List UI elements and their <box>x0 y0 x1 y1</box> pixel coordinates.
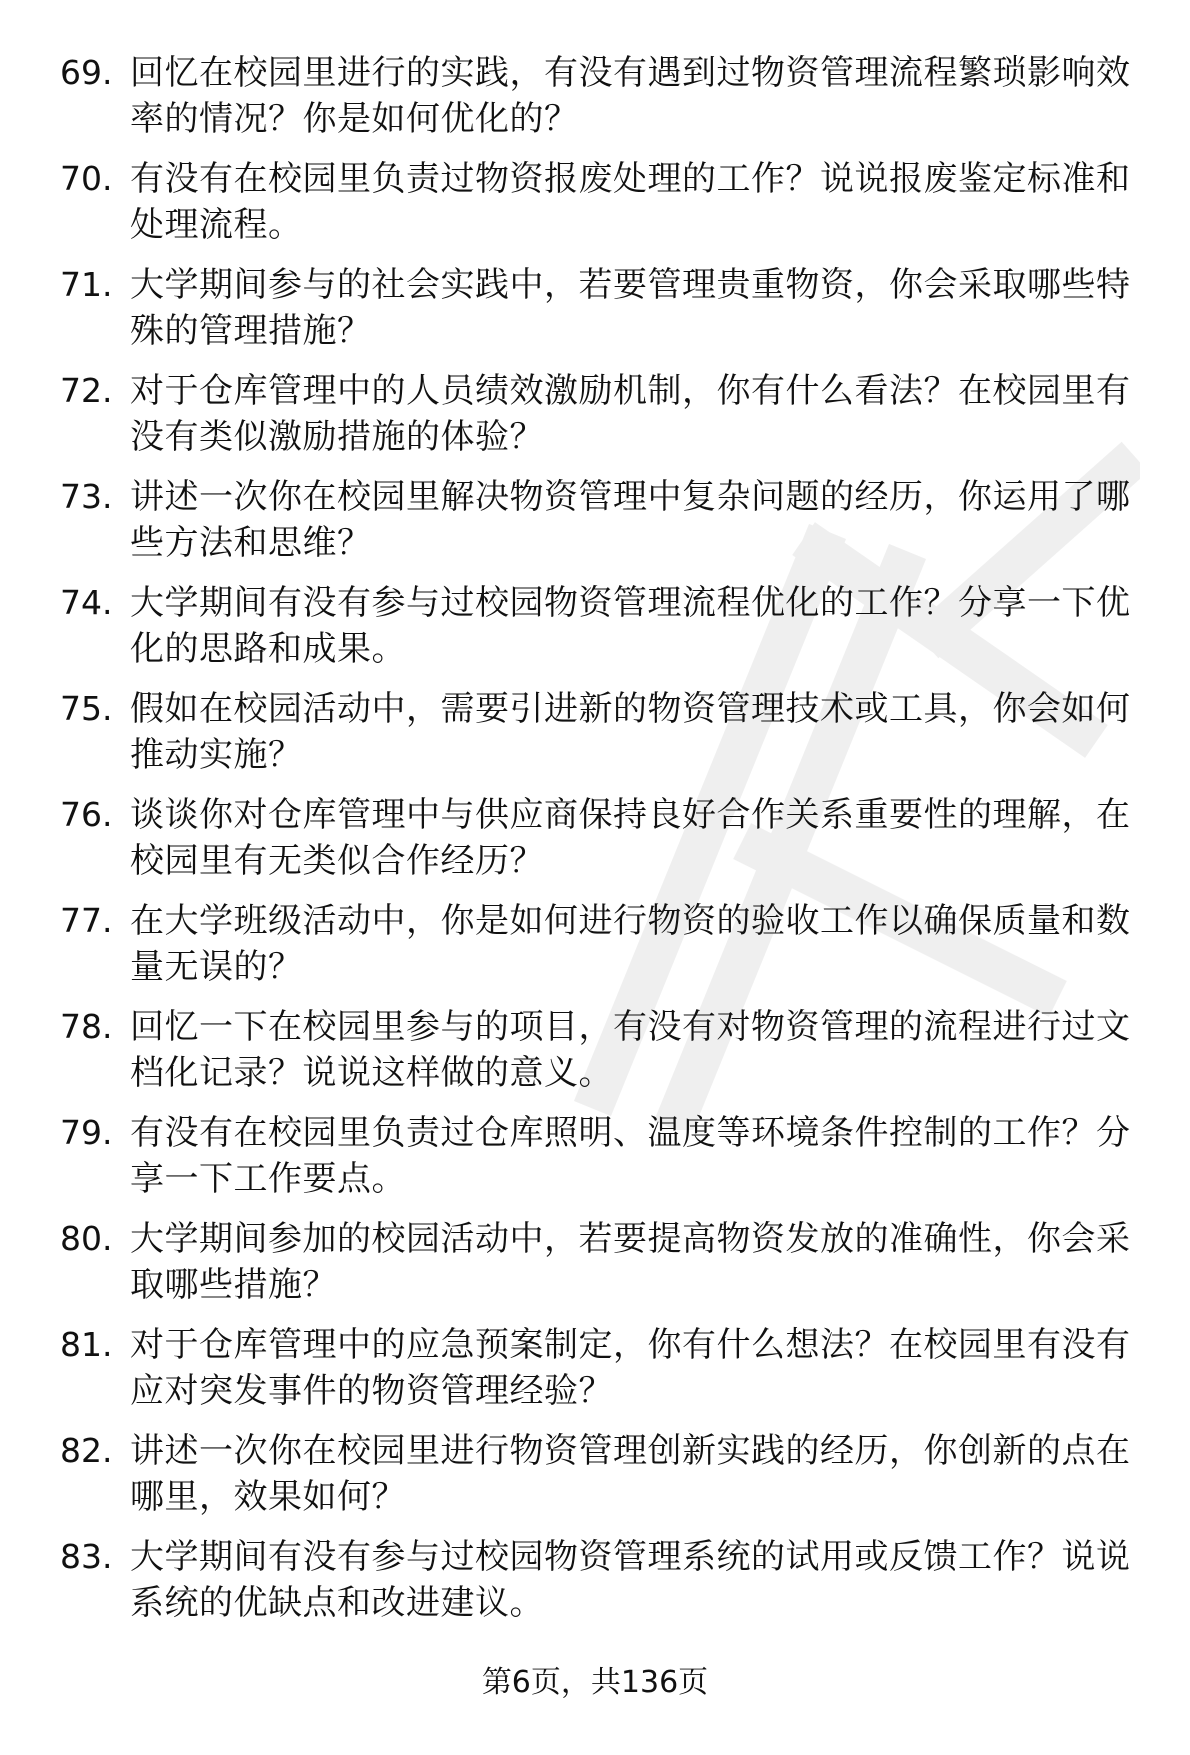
question-text: 大学期间参与的社会实践中，若要管理贵重物资，你会采取哪些特殊的管理措施？ <box>130 265 1131 351</box>
question-number: 72. <box>60 371 113 410</box>
question-number: 75. <box>60 689 113 728</box>
question-number: 73. <box>60 477 113 516</box>
question-item <box>60 474 1150 580</box>
question-text: 谈谈你对仓库管理中与供应商保持良好合作关系重要性的理解，在校园里有无类似合作经历？ <box>130 795 1131 881</box>
question-number: 74. <box>60 583 113 622</box>
question-item <box>60 1004 1150 1110</box>
question-item <box>60 1322 1150 1428</box>
question-item <box>60 792 1150 898</box>
question-number: 77. <box>60 901 113 940</box>
question-text: 讲述一次你在校园里进行物资管理创新实践的经历，你创新的点在哪里，效果如何？ <box>130 1431 1131 1517</box>
question-text: 大学期间有没有参与过校园物资管理系统的试用或反馈工作？说说系统的优缺点和改进建议。 <box>130 1537 1131 1623</box>
question-item <box>60 898 1150 1004</box>
question-item <box>60 686 1150 792</box>
question-text: 讲述一次你在校园里解决物资管理中复杂问题的经历，你运用了哪些方法和思维？ <box>130 477 1131 563</box>
question-item <box>60 1534 1150 1640</box>
question-number: 70. <box>60 159 113 198</box>
question-text: 大学期间参加的校园活动中，若要提高物资发放的准确性，你会采取哪些措施？ <box>130 1219 1131 1305</box>
question-text: 有没有在校园里负责过仓库照明、温度等环境条件控制的工作？分享一下工作要点。 <box>130 1113 1131 1199</box>
question-text: 有没有在校园里负责过物资报废处理的工作？说说报废鉴定标准和处理流程。 <box>130 159 1131 245</box>
question-item <box>60 1216 1150 1322</box>
question-item <box>60 368 1150 474</box>
question-item <box>60 50 1150 156</box>
question-item <box>60 580 1150 686</box>
question-text: 回忆一下在校园里参与的项目，有没有对物资管理的流程进行过文档化记录？说说这样做的意义。 <box>130 1007 1131 1093</box>
question-item <box>60 262 1150 368</box>
question-number: 76. <box>60 795 113 834</box>
question-item <box>60 1110 1150 1216</box>
question-text: 大学期间有没有参与过校园物资管理流程优化的工作？分享一下优化的思路和成果。 <box>130 583 1131 669</box>
question-text: 对于仓库管理中的人员绩效激励机制，你有什么看法？在校园里有没有类似激励措施的体验？ <box>130 371 1131 457</box>
question-item <box>60 156 1150 262</box>
question-number: 82. <box>60 1431 113 1470</box>
question-number: 78. <box>60 1007 113 1046</box>
question-number: 79. <box>60 1113 113 1152</box>
question-text: 假如在校园活动中，需要引进新的物资管理技术或工具，你会如何推动实施？ <box>130 689 1131 775</box>
question-number: 69. <box>60 53 113 92</box>
question-number: 71. <box>60 265 113 304</box>
question-number: 81. <box>60 1325 113 1364</box>
question-list <box>60 50 1150 1640</box>
question-text: 在大学班级活动中，你是如何进行物资的验收工作以确保质量和数量无误的？ <box>130 901 1131 987</box>
page-number-footer: 第6页，共136页 <box>481 1665 709 1700</box>
question-number: 83. <box>60 1537 113 1576</box>
question-text: 对于仓库管理中的应急预案制定，你有什么想法？在校园里有没有应对突发事件的物资管理经验？ <box>130 1325 1131 1411</box>
question-text: 回忆在校园里进行的实践，有没有遇到过物资管理流程繁琐影响效率的情况？你是如何优化的？ <box>130 53 1131 139</box>
question-number: 80. <box>60 1219 113 1258</box>
question-item <box>60 1428 1150 1534</box>
